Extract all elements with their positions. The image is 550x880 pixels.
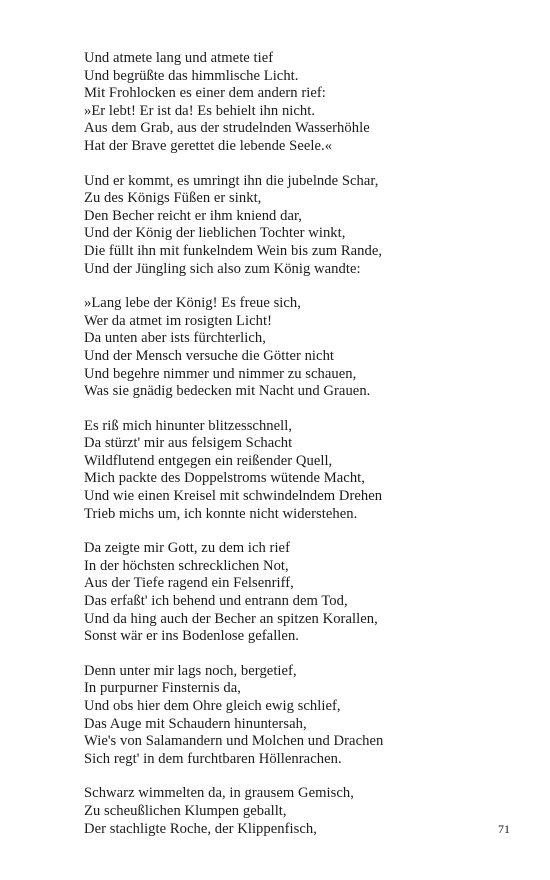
verse-line: Und begrüßte das himmlische Licht. [84, 67, 299, 84]
verse-line: Die füllt ihn mit funkelndem Wein bis zum Rande, [84, 242, 383, 259]
stanza-6 [84, 663, 504, 769]
verse-line: Und da hing auch der Becher an spitzen Korallen, [84, 610, 378, 627]
verse-line: Zu des Königs Füßen er sinkt, [84, 190, 262, 207]
verse-line: Das erfaßt' ich behend und entrann dem Tod, [84, 593, 348, 610]
verse-line: Und wie einen Kreisel mit schwindelndem Drehen [84, 488, 383, 505]
verse-line: Schwarz wimmelten da, in grausem Gemisch, [84, 785, 354, 802]
verse-line: Denn unter mir lags noch, bergetief, [84, 662, 297, 679]
page-number: 71 [498, 822, 510, 836]
verse-line: Zu scheußlichen Klumpen geballt, [84, 802, 287, 819]
verse-line: »Lang lebe der König! Es freue sich, [84, 295, 301, 312]
verse-line: Und der König der lieblichen Tochter winkt, [84, 225, 346, 242]
verse-line: In der höchsten schrecklichen Not, [84, 557, 289, 574]
verse-line: Was sie gnädig bedecken mit Nacht und Grauen. [84, 383, 371, 400]
verse-line: Da stürzt' mir aus felsigem Schacht [84, 435, 293, 452]
verse-line: Den Becher reicht er ihm kniend dar, [84, 207, 303, 224]
verse-line: Das Auge mit Schaudern hinuntersah, [84, 715, 307, 732]
verse-line: Und begehre nimmer und nimmer zu schauen, [84, 365, 357, 382]
verse-line: Wildflutend entgegen ein reißender Quell, [84, 452, 333, 469]
stanza-2 [84, 173, 504, 279]
verse-line: Und atmete lang und atmete tief [84, 50, 274, 66]
verse-line: Und er kommt, es umringt ihn die jubelnde Schar, [84, 172, 379, 189]
poem-body [84, 50, 504, 855]
verse-line: Aus der Tiefe ragend ein Felsenriff, [84, 575, 294, 592]
verse-line: Trieb michs um, ich konnte nicht widerstehen. [84, 505, 358, 522]
verse-line: Und der Jüngling sich also zum König wandte: [84, 260, 361, 277]
verse-line: Da unten aber ists fürchterlich, [84, 330, 266, 347]
verse-line: Aus dem Grab, aus der strudelnden Wasserhöhle [84, 120, 370, 137]
stanza-7 [84, 785, 504, 838]
verse-line: In purpurner Finsternis da, [84, 680, 241, 697]
verse-line: »Er lebt! Er ist da! Es behielt ihn nicht. [84, 102, 316, 119]
verse-line: Mich packte des Doppelstroms wütende Macht, [84, 470, 365, 487]
verse-line: Wie's von Salamandern und Molchen und Drachen [84, 733, 384, 750]
verse-line: Hat der Brave gerettet die lebende Seele.« [84, 137, 333, 154]
stanza-4 [84, 418, 504, 524]
verse-line: Mit Frohlocken es einer dem andern rief: [84, 85, 326, 102]
verse-line: Sich regt' in dem furchtbaren Höllenrachen. [84, 750, 342, 767]
stanza-3 [84, 295, 504, 401]
verse-line: Sonst wär er ins Bodenlose gefallen. [84, 628, 299, 645]
stanza-1 [84, 50, 504, 156]
stanza-5 [84, 540, 504, 646]
verse-line: Es riß mich hinunter blitzesschnell, [84, 417, 293, 434]
verse-line: Und der Mensch versuche die Götter nicht [84, 347, 335, 364]
verse-line: Der stachligte Roche, der Klippenfisch, [84, 820, 317, 837]
verse-line: Und obs hier dem Ohre gleich ewig schlief, [84, 698, 341, 714]
verse-line: Wer da atmet im rosigten Licht! [84, 312, 273, 329]
verse-line: Da zeigte mir Gott, zu dem ich rief [84, 540, 290, 557]
